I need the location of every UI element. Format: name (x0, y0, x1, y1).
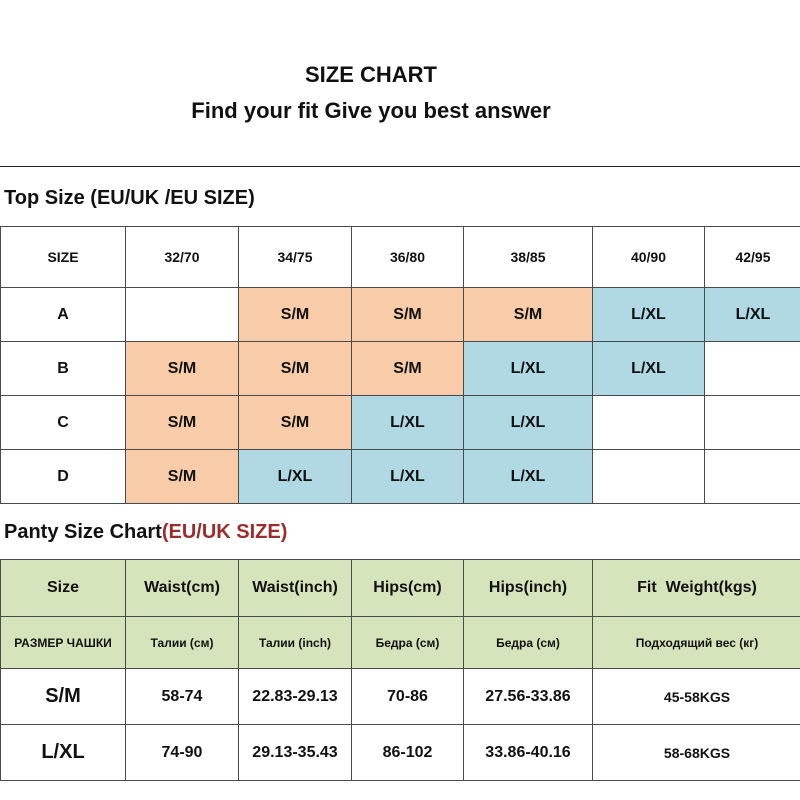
header-cell: 36/80 (352, 227, 464, 288)
header-cell: 40/90 (593, 227, 705, 288)
size-cell: L/XL (593, 342, 705, 396)
size-cell: S/M (352, 342, 464, 396)
size-cell: S/M (239, 342, 352, 396)
value-cell: 27.56-33.86 (464, 669, 593, 725)
header-cell: Waist(cm) (126, 560, 239, 617)
size-cell (126, 288, 239, 342)
panty-size-table (0, 559, 800, 781)
size-cell: S/M (239, 288, 352, 342)
panty-title-accent: (EU/UK SIZE) (161, 521, 288, 543)
top-size-table (0, 226, 800, 504)
header-cell: 42/95 (705, 227, 800, 288)
header-cell: Size (1, 560, 126, 617)
value-cell: 45-58KGS (593, 669, 800, 725)
header-cell: Hips(cm) (352, 560, 464, 617)
size-cell (593, 396, 705, 450)
panty-header-ru-row (1, 617, 800, 669)
size-cell: S/M (1, 669, 126, 725)
page-title: SIZE CHART (305, 62, 437, 87)
size-cell (705, 342, 800, 396)
top-size-header-row (1, 227, 800, 288)
header-cell: Hips(inch) (464, 560, 593, 617)
size-cell: S/M (126, 342, 239, 396)
size-cell: L/XL (593, 288, 705, 342)
size-cell: L/XL (352, 450, 464, 504)
value-cell: 70-86 (352, 669, 464, 725)
value-cell: 58-74 (126, 669, 239, 725)
cup-label: D (1, 450, 126, 504)
panty-header-row (1, 560, 800, 617)
cup-label: B (1, 342, 126, 396)
value-cell: 74-90 (126, 725, 239, 781)
table-row (1, 450, 800, 504)
header-cell-ru: РАЗМЕР ЧАШКИ (1, 617, 126, 669)
table-row (1, 342, 800, 396)
value-cell: 22.83-29.13 (239, 669, 352, 725)
header-cell: SIZE (1, 227, 126, 288)
cup-label: C (1, 396, 126, 450)
size-cell: L/XL (464, 396, 593, 450)
header-cell-ru: Подходящий вес (кг) (593, 617, 800, 669)
size-cell: L/XL (464, 450, 593, 504)
size-cell (705, 450, 800, 504)
header-cell-ru: Талии (см) (126, 617, 239, 669)
table-row (1, 669, 800, 725)
table-row (1, 396, 800, 450)
size-cell: L/XL (464, 342, 593, 396)
header-cell-ru: Талии (inch) (239, 617, 352, 669)
size-cell: L/XL (1, 725, 126, 781)
header-cell: 38/85 (464, 227, 593, 288)
header-cell: 34/75 (239, 227, 352, 288)
panty-size-title (4, 519, 287, 545)
divider (0, 166, 800, 167)
table-row (1, 725, 800, 781)
header-cell: Waist(inch) (239, 560, 352, 617)
size-cell: L/XL (352, 396, 464, 450)
size-cell: S/M (239, 396, 352, 450)
value-cell: 86-102 (352, 725, 464, 781)
size-cell: S/M (126, 396, 239, 450)
top-size-title: Top Size (EU/UK /EU SIZE) (4, 187, 255, 209)
size-cell: S/M (464, 288, 593, 342)
header-cell: Fit Weight(kgs) (593, 560, 800, 617)
cup-label: A (1, 288, 126, 342)
page-subtitle: Find your fit Give you best answer (191, 98, 551, 123)
size-cell: L/XL (239, 450, 352, 504)
size-cell (593, 450, 705, 504)
value-cell: 29.13-35.43 (239, 725, 352, 781)
header-cell: 32/70 (126, 227, 239, 288)
value-cell: 33.86-40.16 (464, 725, 593, 781)
panty-title-main: Panty Size Chart (4, 521, 162, 543)
size-cell: S/M (352, 288, 464, 342)
header-cell-ru: Бедра (см) (464, 617, 593, 669)
size-cell: S/M (126, 450, 239, 504)
size-cell (705, 396, 800, 450)
header-cell-ru: Бедра (см) (352, 617, 464, 669)
table-row (1, 288, 800, 342)
size-cell: L/XL (705, 288, 800, 342)
value-cell: 58-68KGS (593, 725, 800, 781)
